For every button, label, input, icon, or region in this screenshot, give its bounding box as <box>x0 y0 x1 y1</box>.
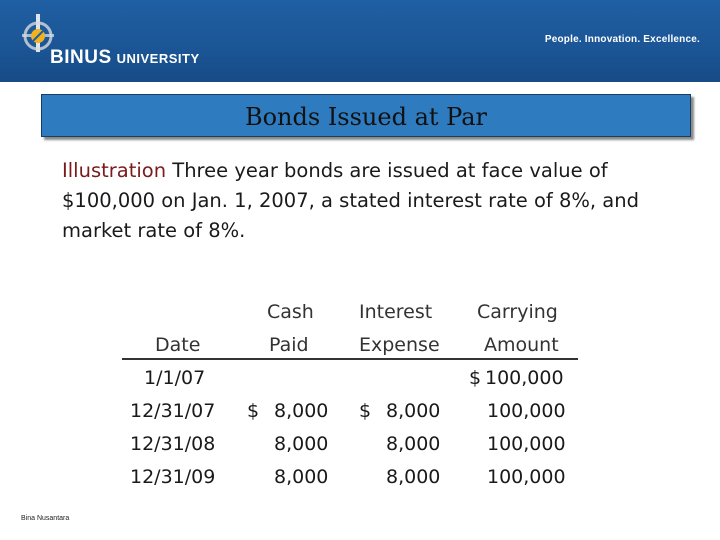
header-banner <box>0 0 720 82</box>
row-3-cash: 8,000 <box>274 433 329 455</box>
header-cash: Cash <box>267 301 314 323</box>
row-3-interest: 8,000 <box>386 433 441 455</box>
header-interest: Interest <box>359 301 433 323</box>
row-2-cash: 8,000 <box>274 400 329 422</box>
header-divider <box>122 358 578 360</box>
illustration-label: Illustration <box>62 159 167 182</box>
footer-text: Bina Nusantara <box>21 515 70 522</box>
row-2-carrying: 100,000 <box>487 400 566 422</box>
header-amount: Amount <box>484 334 559 356</box>
row-2-int-dollar: $ <box>359 400 372 422</box>
row-1-date: 1/1/07 <box>144 367 206 389</box>
row-4-cash: 8,000 <box>274 466 329 488</box>
row-2-cash-dollar: $ <box>247 400 260 422</box>
row-3-date: 12/31/08 <box>130 433 216 455</box>
logo-name: BINUS <box>50 47 112 68</box>
header-date: Date <box>155 334 201 356</box>
header-paid: Paid <box>269 334 309 356</box>
row-4-carrying: 100,000 <box>487 466 566 488</box>
header-expense: Expense <box>359 334 440 356</box>
row-2-date: 12/31/07 <box>130 400 216 422</box>
illustration-paragraph <box>62 156 682 246</box>
row-1-carry-dollar: $ <box>469 367 482 389</box>
row-3-carrying: 100,000 <box>487 433 566 455</box>
row-4-interest: 8,000 <box>386 466 441 488</box>
tagline: People. Innovation. Excellence. <box>544 34 700 45</box>
slide-title: Bonds Issued at Par <box>244 103 488 131</box>
logo-suffix: UNIVERSITY <box>116 51 200 66</box>
illustration-text: Three year bonds are issued at face value of $100,000 on Jan. 1, 2007, a stated interest rate of 8%, and market rate of 8%. <box>62 159 639 242</box>
header-carrying: Carrying <box>477 301 558 323</box>
row-2-interest: 8,000 <box>386 400 441 422</box>
row-4-date: 12/31/09 <box>130 466 216 488</box>
bond-schedule-table <box>122 296 580 496</box>
logo-wordmark <box>50 47 200 69</box>
row-1-carrying: 100,000 <box>485 367 564 389</box>
slide-title-bar <box>41 94 691 137</box>
